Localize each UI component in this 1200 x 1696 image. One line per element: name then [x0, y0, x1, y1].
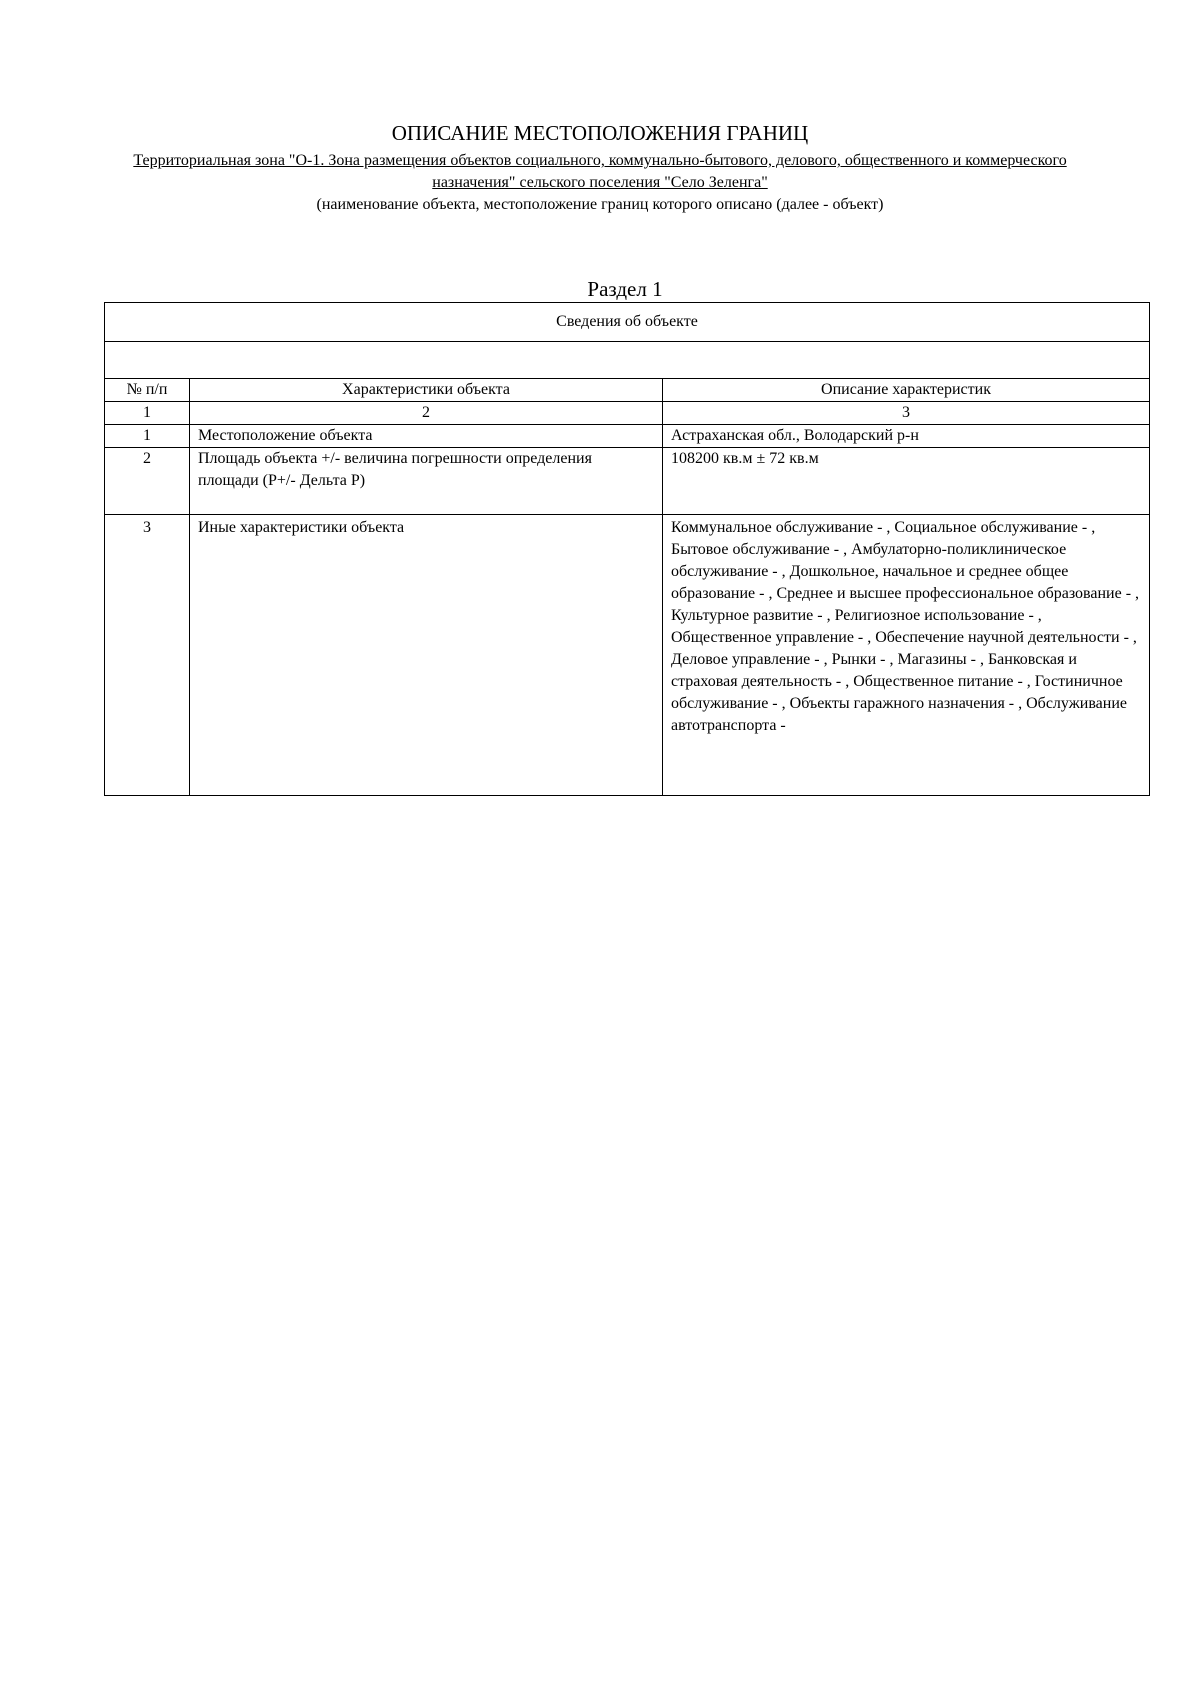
object-name: Территориальная зона "О-1. Зона размещения объектов социального, коммунально-бытового, делового, общественного и коммерческого назначения" сельского поселения "Село Зеленга"	[133, 152, 1067, 191]
row-num: 2	[105, 448, 190, 515]
row-characteristic: Площадь объекта +/- величина погрешности определения площади (P+/- Дельта P)	[190, 448, 663, 515]
table-caption: Сведения об объекте	[105, 303, 1150, 342]
table-empty-row	[105, 342, 1150, 379]
table-row	[105, 425, 1150, 448]
row-characteristic: Местоположение объекта	[190, 425, 663, 448]
row-description: 108200 кв.м ± 72 кв.м	[663, 448, 1150, 515]
table-header-row	[105, 379, 1150, 402]
object-name-caption: (наименование объекта, местоположение границ которого описано (далее - объект)	[316, 196, 884, 213]
document-title: ОПИСАНИЕ МЕСТОПОЛОЖЕНИЯ ГРАНИЦ	[391, 121, 809, 145]
column-header-description: Описание характеристик	[663, 379, 1150, 402]
column-number-1: 1	[105, 402, 190, 425]
section-title: Раздел 1	[587, 277, 663, 301]
object-info-table	[104, 302, 1150, 796]
empty-cell	[105, 342, 1150, 379]
row-num: 3	[105, 515, 190, 796]
column-header-num: № п/п	[105, 379, 190, 402]
column-number-2: 2	[190, 402, 663, 425]
document-header	[0, 120, 1200, 216]
row-num: 1	[105, 425, 190, 448]
table-caption-row	[105, 303, 1150, 342]
column-number-3: 3	[663, 402, 1150, 425]
row-description: Астраханская обл., Володарский р-н	[663, 425, 1150, 448]
row-characteristic: Иные характеристики объекта	[190, 515, 663, 796]
table-column-numbers-row	[105, 402, 1150, 425]
table-row	[105, 448, 1150, 515]
table-row	[105, 515, 1150, 796]
row-description: Коммунальное обслуживание - , Социальное обслуживание - , Бытовое обслуживание - , Амбулаторно-поликлиническое обслуживание - , Дошкольное, начальное и среднее общее образование - , Среднее и высшее профессиональное образование - , Культурное развитие - , Религиозное использование - , Общественное управление - , Обеспечение научной деятельности - , Деловое управление - , Рынки - , Магазины - , Банковская и страховая деятельность - , Общественное питание - , Гостиничное обслуживание - , Объекты гаражного назначения - , Обслуживание автотранспорта -	[663, 515, 1150, 796]
column-header-characteristic: Характеристики объекта	[190, 379, 663, 402]
